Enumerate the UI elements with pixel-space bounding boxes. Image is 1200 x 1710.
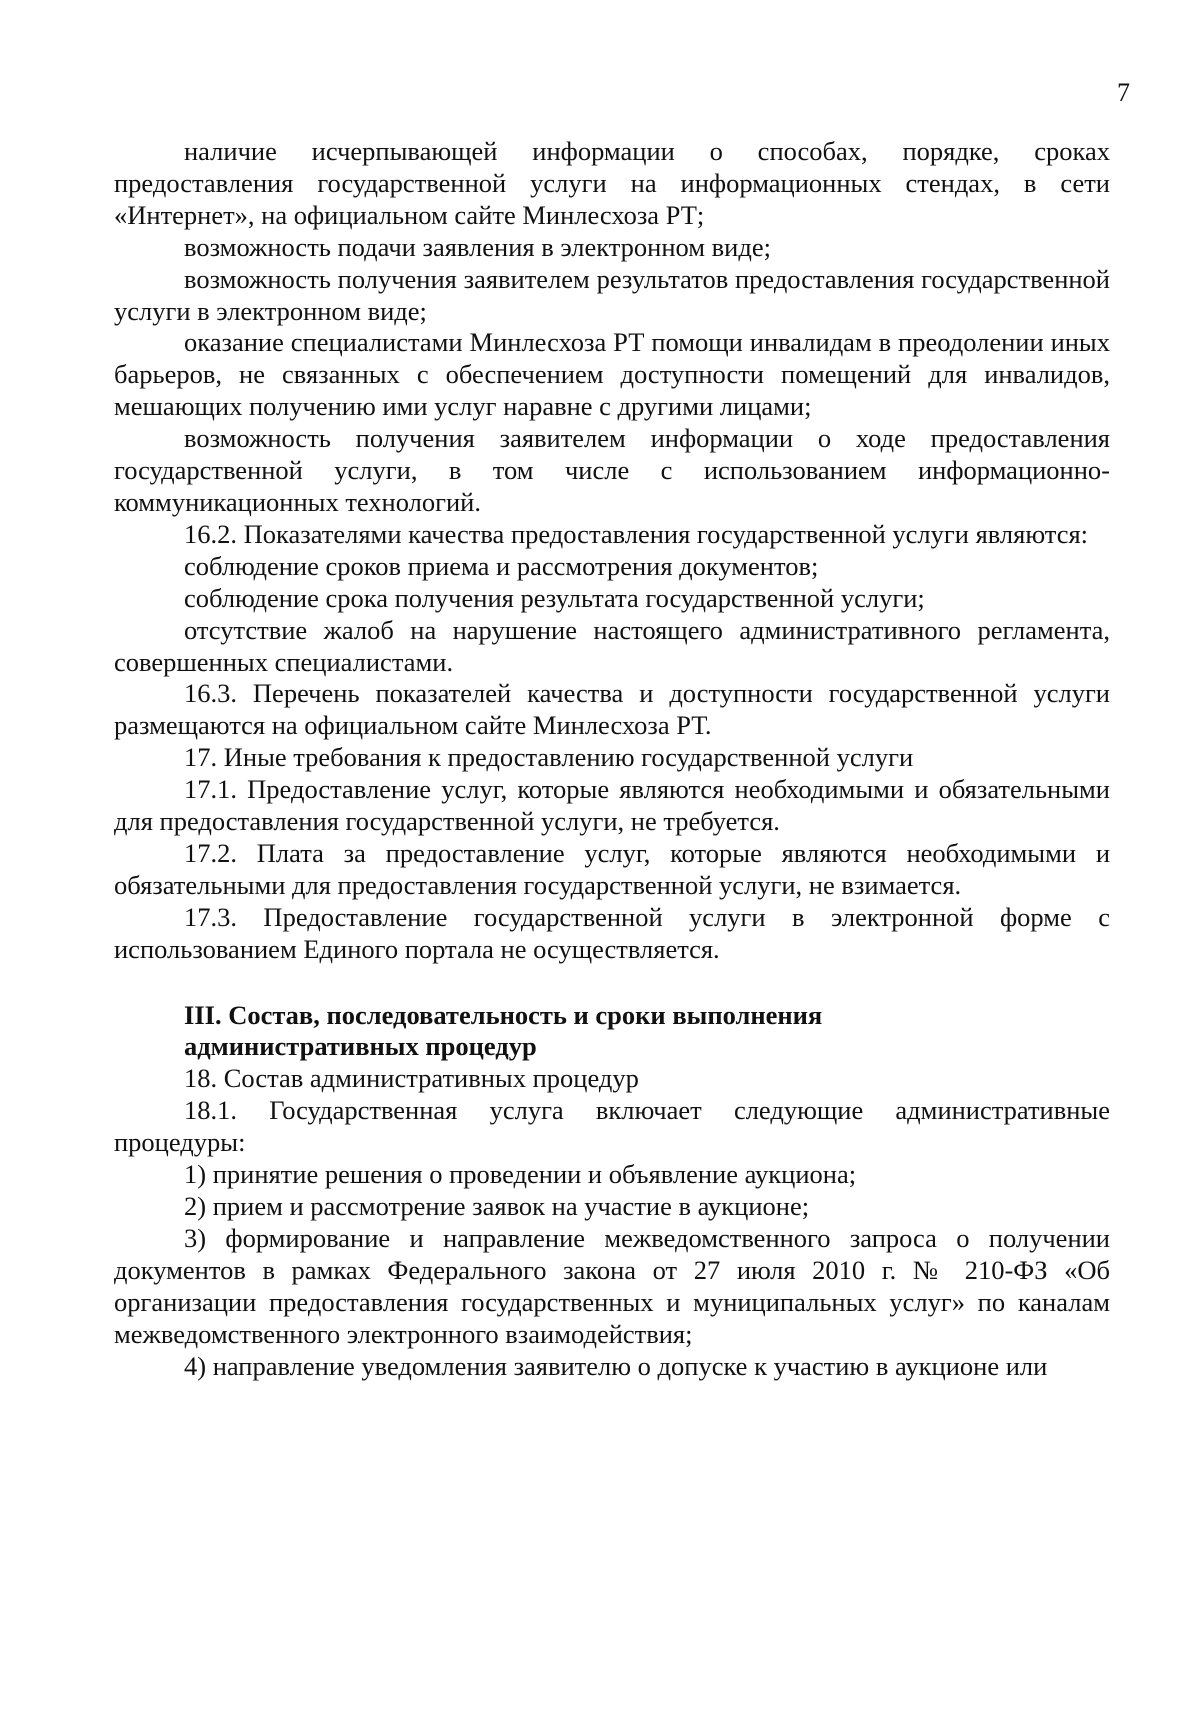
section-3-heading-line2: административных процедур <box>184 1031 537 1062</box>
paragraph: 17.1. Предоставление услуг, которые являются необходимыми и обязательными для предоставления государственной услуги, не требуется. <box>114 774 1110 837</box>
paragraph: возможность подачи заявления в электронном виде; <box>184 231 771 262</box>
paragraph: возможность получения заявителем результатов предоставления государственной услуги в электронном виде; <box>114 263 1110 326</box>
paragraph: 17.2. Плата за предоставление услуг, которые являются необходимыми и обязательными для предоставления государственной услуги, не взимается. <box>114 837 1110 900</box>
paragraph: оказание специалистами Минлесхоза РТ помощи инвалидам в преодолении иных барьеров, не связанных с обеспечением доступности помещений для инвалидов, мешающих получению ими услуг наравне с другими лицами; <box>114 327 1110 422</box>
section-17-heading: 17. Иные требования к предоставлению государственной услуги <box>184 742 914 773</box>
list-item: 1) принятие решения о проведении и объявление аукциона; <box>184 1159 857 1190</box>
section-3-heading-line1: III. Состав, последовательность и сроки выполнения <box>184 999 823 1030</box>
page-number: 7 <box>1117 78 1130 107</box>
paragraph: 17.3. Предоставление государственной услуги в электронной форме с использованием Единого портала не осуществляется. <box>114 901 1110 964</box>
paragraph: 16.3. Перечень показателей качества и доступности государственной услуги размещаются на официальном сайте Минлесхоза РТ. <box>114 678 1110 741</box>
paragraph: отсутствие жалоб на нарушение настоящего административного регламента, совершенных специалистами. <box>114 614 1110 677</box>
list-item: 4) направление уведомления заявителю о допуске к участию в аукционе или <box>184 1350 1048 1381</box>
list-item: 3) формирование и направление межведомственного запроса о получении документов в рамках Федерального закона от 27 июля 2010 г. № 210-ФЗ «Об организации предоставления государственных и муниципальных услуг» по каналам межведомственного электронного взаимодействия; <box>114 1222 1110 1349</box>
paragraph: соблюдение сроков приема и рассмотрения документов; <box>184 550 819 581</box>
document-body <box>114 136 1110 1382</box>
paragraph: возможность получения заявителем информации о ходе предоставления государственной услуги, в том числе с использованием информационно-коммуникационных технологий. <box>114 423 1110 517</box>
paragraph: 16.2. Показателями качества предоставления государственной услуги являются: <box>184 518 1089 549</box>
section-18-heading: 18. Состав административных процедур <box>184 1063 639 1094</box>
paragraph: наличие исчерпывающей информации о способах, порядке, сроках предоставления государственной услуги на информационных стендах, в сети «Интернет», на официальном сайте Минлесхоза РТ; <box>114 136 1110 230</box>
paragraph: 18.1. Государственная услуга включает следующие административные процедуры: <box>114 1095 1110 1158</box>
paragraph: соблюдение срока получения результата государственной услуги; <box>184 582 925 613</box>
section-3-heading <box>114 1000 1110 1064</box>
list-item: 2) прием и рассмотрение заявок на участие в аукционе; <box>184 1191 810 1221</box>
